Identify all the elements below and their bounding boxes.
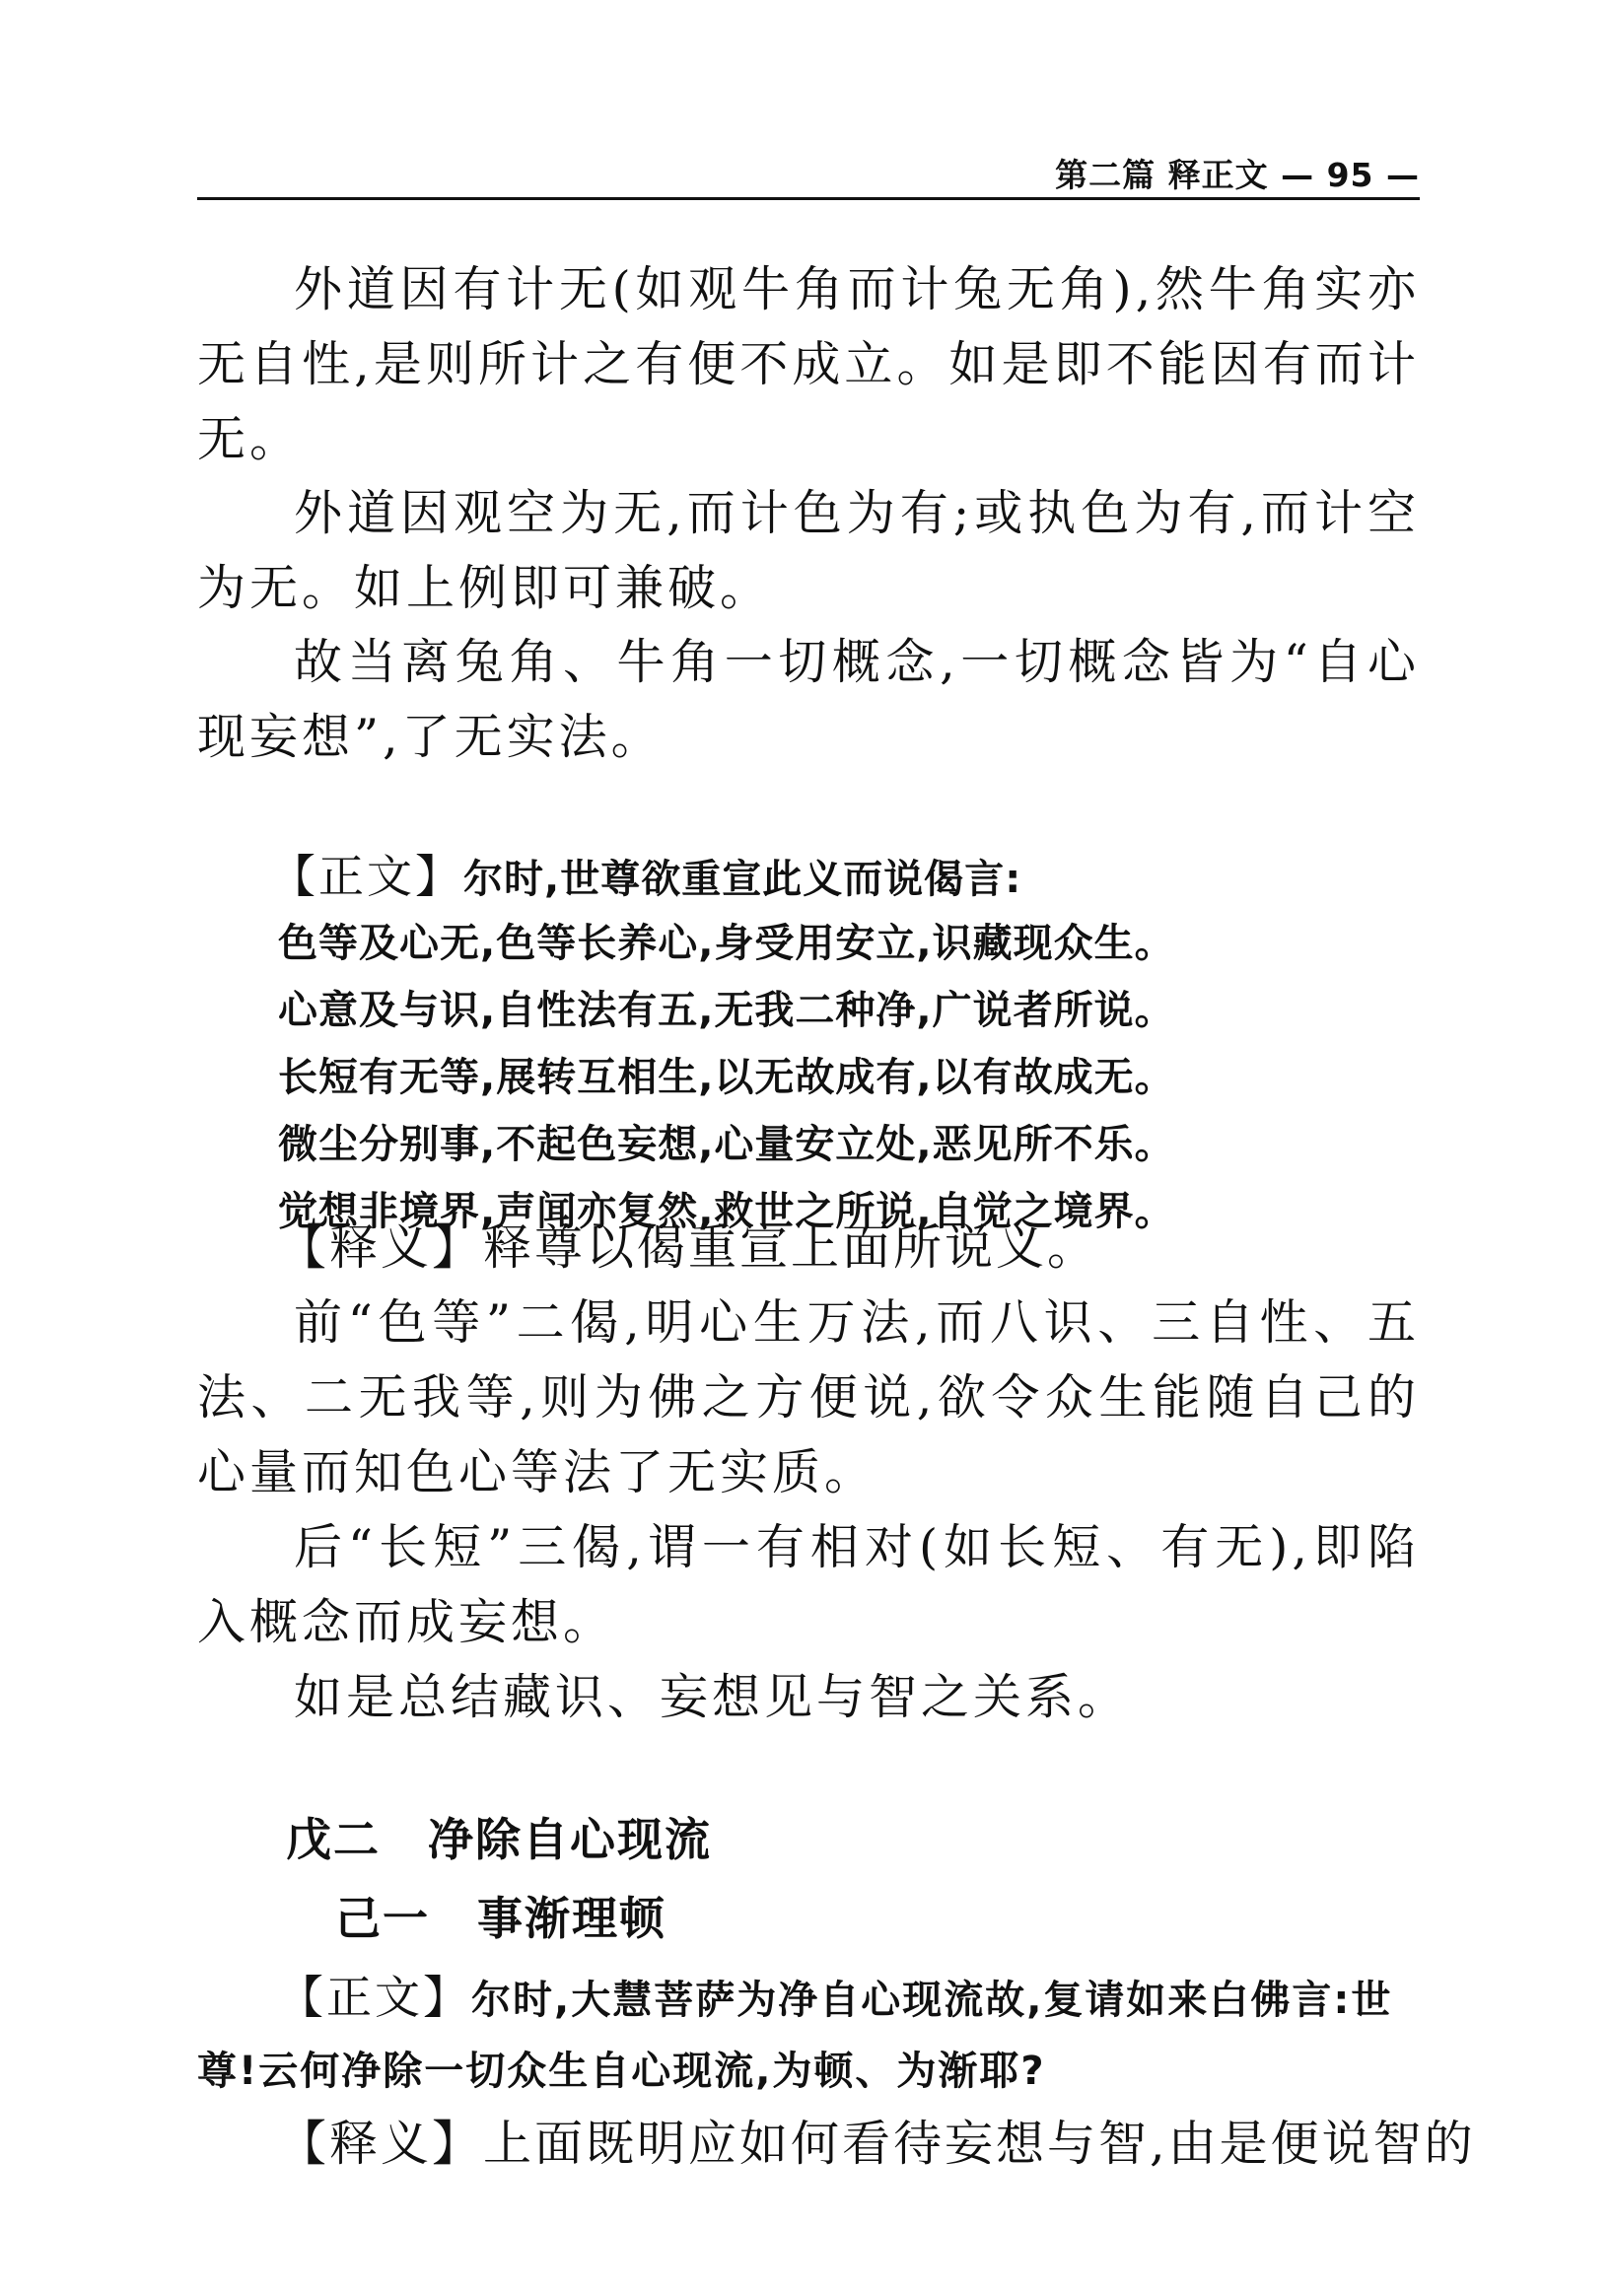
verse-line-1: 色等及心无,色等长养心,身受用安立,识藏现众生。: [278, 921, 1175, 966]
section-comment-body: 上面既明应如何看待妄想与智,由是便说智的: [483, 2116, 1476, 2172]
section-text-body: 尔时,大慧菩萨为净自心现流故,复请如来白佛言:世尊!云何净除一切众生自心现流,为顿、为渐耶?: [197, 1978, 1393, 2094]
commentary-paragraph-2: 后“长短”三偈,谓一有相对(如长短、有无),即陷入概念而成妄想。: [197, 1519, 1420, 1650]
verse-block: [270, 843, 1402, 1245]
commentary-paragraph-3: 如是总结藏识、妄想见与智之关系。: [294, 1669, 1131, 1725]
commentary-paragraph-1: 前“色等”二偈,明心生万法,而八识、三自性、五法、二无我等,则为佛之方便说,欲令众生能随自己的心量而知色心等法了无实质。: [197, 1294, 1420, 1500]
verse-line-5: 觉想非境界,声闻亦复然,救世之所说,自觉之境界。: [278, 1189, 1175, 1234]
running-head-text: 第二篇 释正文 — 95 —: [1055, 156, 1420, 194]
section-heading-ji-yi: 己一 事渐理顿: [335, 1892, 666, 1945]
paragraph-1: 外道因有计无(如观牛角而计兔无角),然牛角实亦无自性,是则所计之有便不成立。如是即不能因有而计无。: [197, 261, 1420, 467]
commentary-first-text: 释尊以偈重宣上面所说义。: [483, 1219, 1099, 1276]
section-heading-wu-er: 戊二 净除自心现流: [286, 1813, 712, 1866]
paragraph-2: 外道因观空为无,而计色为有;或执色为有,而计空为无。如上例即可兼破。: [197, 485, 1420, 616]
section-comment: [278, 2107, 1476, 2182]
verse-line-2: 心意及与识,自性法有五,无我二种净,广说者所说。: [278, 988, 1175, 1033]
verse-line-3: 长短有无等,展转互相生,以无故成有,以有故成无。: [278, 1055, 1175, 1100]
running-header: [197, 148, 1420, 197]
section-text: [197, 1962, 1420, 2107]
verse-line-4: 微尘分别事,不起色妄想,心量安立处,恶见所不乐。: [278, 1122, 1175, 1167]
commentary-first: [278, 1211, 1098, 1286]
section-shiyi-label: 【释义】: [278, 2116, 484, 2172]
zhengwen-label: 【正文】: [270, 850, 463, 903]
paragraph-3: 故当离兔角、牛角一切概念,一切概念皆为“自心现妄想”,了无实法。: [197, 634, 1420, 765]
verse-intro: [270, 843, 1402, 910]
verse-intro-text: 尔时,世尊欲重宣此义而说偈言:: [463, 857, 1022, 902]
header-rule: [197, 197, 1420, 200]
section-zhengwen-label: 【正文】: [278, 1971, 471, 2024]
shiyi-label: 【释义】: [278, 1219, 484, 1276]
